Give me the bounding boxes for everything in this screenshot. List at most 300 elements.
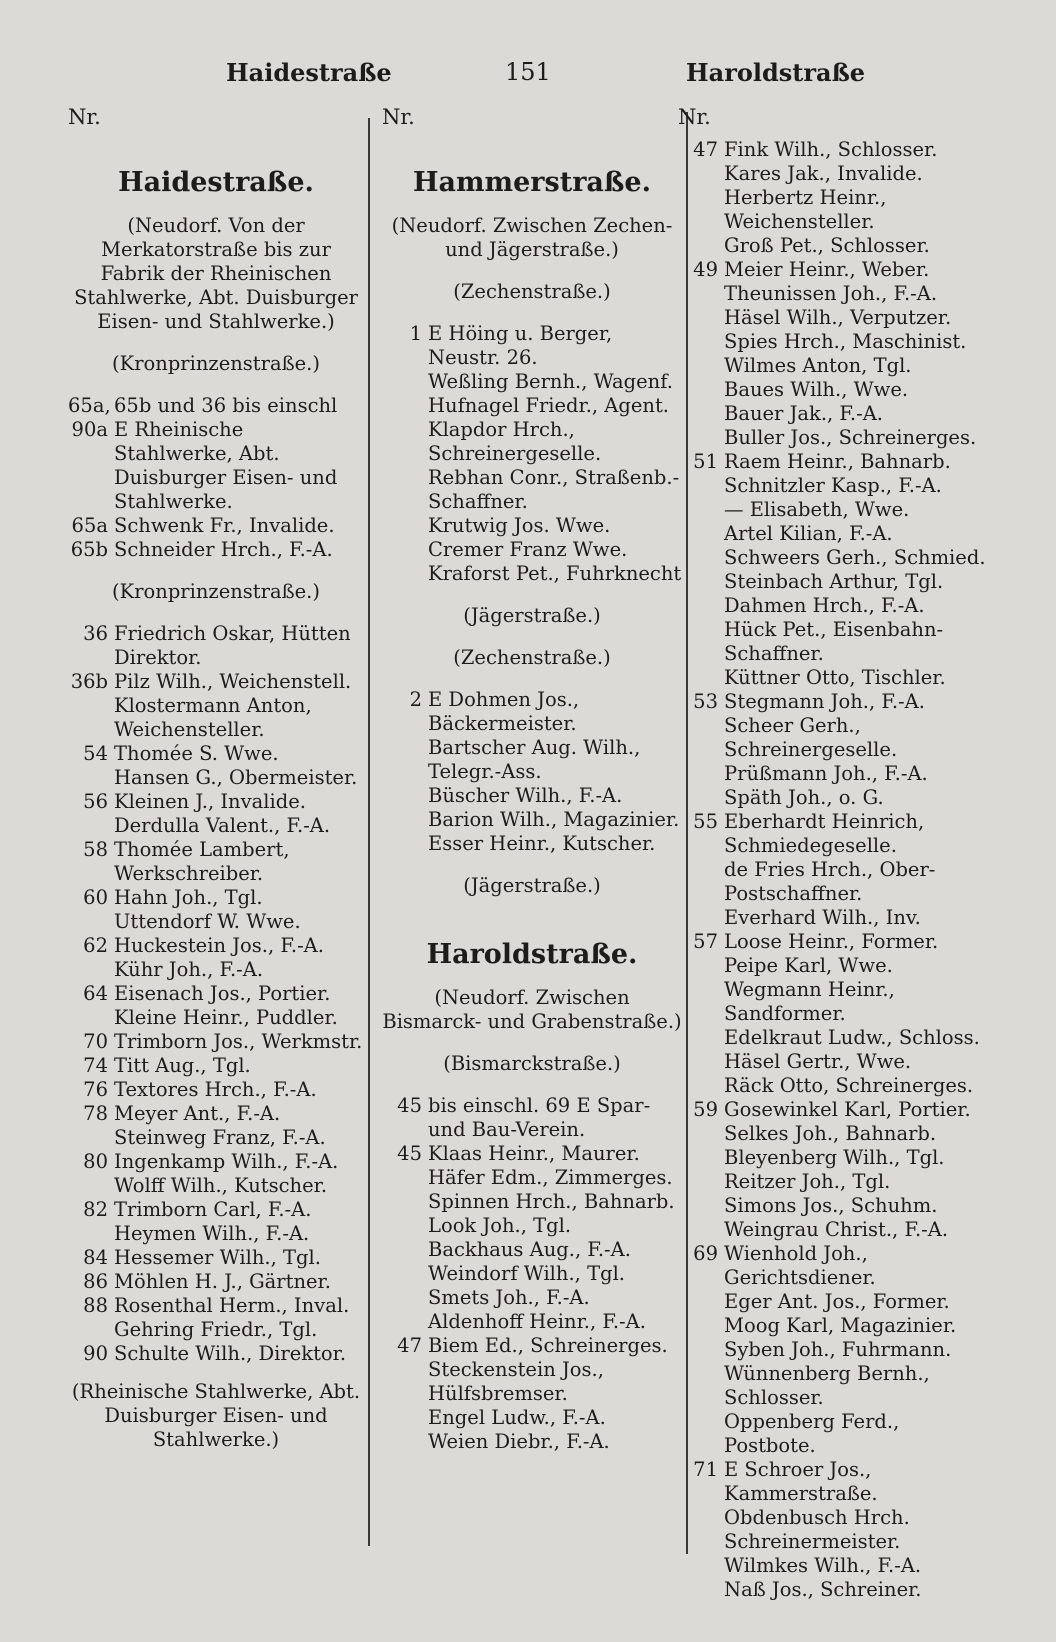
directory-entry (68, 886, 364, 910)
directory-entry (68, 766, 364, 790)
resident-entry: Kraforst Pet., Fuhrknecht (428, 562, 682, 585)
house-number: 1 (409, 322, 422, 345)
directory-entry (68, 1054, 364, 1078)
directory-entry (678, 1458, 988, 1506)
directory-entry (382, 1286, 682, 1310)
directory-entry (678, 1098, 988, 1122)
resident-entry: Thomée S. Wwe. (114, 742, 279, 765)
house-number (678, 354, 724, 378)
directory-entry (68, 1150, 364, 1174)
directory-entry (678, 186, 988, 234)
resident-entry: Uttendorf W. Wwe. (114, 910, 301, 933)
directory-entry (678, 594, 988, 618)
resident-entry: Groß Pet., Schlosser. (724, 234, 930, 257)
house-number: 45 (397, 1142, 422, 1165)
directory-entry (678, 1170, 988, 1194)
resident-entry: Eisenach Jos., Portier. (114, 982, 331, 1005)
street-title-hammerstrasse: Hammerstraße. (412, 167, 652, 198)
house-number: 84 (83, 1246, 108, 1269)
column-divider-1 (368, 118, 370, 1546)
column-1 (68, 104, 364, 1470)
resident-entry: Selkes Joh., Bahnarb. (724, 1122, 937, 1145)
house-number (678, 1170, 724, 1194)
resident-entry: Syben Joh., Fuhrmann. (724, 1338, 952, 1361)
house-number (678, 666, 724, 690)
directory-entry (678, 1362, 988, 1410)
directory-entry (68, 514, 364, 538)
resident-entry: Hansen G., Obermeister. (114, 766, 358, 789)
resident-entry: Peipe Karl, Wwe. (724, 954, 893, 977)
resident-entry: Pilz Wilh., Weichenstell. (114, 670, 352, 693)
directory-entry (678, 1338, 988, 1362)
resident-entry: Simons Jos., Schuhm. (724, 1194, 938, 1217)
directory-entry (678, 498, 988, 522)
directory-entry (68, 694, 364, 742)
house-number (678, 282, 724, 306)
house-number: 54 (83, 742, 108, 765)
house-number (678, 1218, 724, 1242)
resident-entry: Möhlen H. J., Gärtner. (114, 1270, 331, 1293)
entry-list (68, 622, 364, 1366)
house-number (678, 1122, 724, 1146)
house-number (678, 186, 724, 234)
directory-entry (678, 1410, 988, 1458)
resident-entry: Titt Aug., Tgl. (114, 1054, 251, 1077)
resident-entry: Hessemer Wilh., Tgl. (114, 1246, 321, 1269)
resident-entry: Biem Ed., Schreinerges. (428, 1334, 668, 1357)
cross-street: (Rheinische Stahlwerke, Abt. Duisburger Eisen- und Stahlwerke.) (71, 1380, 361, 1451)
directory-entry (68, 1270, 364, 1294)
house-number: 36b (70, 670, 108, 693)
cross-street: (Kronprinzenstraße.) (112, 352, 320, 375)
directory-entry (678, 546, 988, 570)
directory-entry (68, 814, 364, 838)
directory-entry (68, 1318, 364, 1342)
house-number (678, 1578, 724, 1602)
house-number: 59 (693, 1098, 718, 1121)
directory-entry (678, 1146, 988, 1170)
house-number (382, 1358, 428, 1406)
house-number (678, 1554, 724, 1578)
house-number: 53 (693, 690, 718, 713)
resident-entry: Heymen Wilh., F.-A. (114, 1222, 310, 1245)
resident-entry: Fink Wilh., Schlosser. (724, 138, 938, 161)
house-number: 76 (83, 1078, 108, 1101)
directory-entry (678, 1314, 988, 1338)
directory-entry (678, 1506, 988, 1554)
nr-label: Nr. (678, 105, 711, 129)
directory-entry (678, 978, 988, 1026)
directory-entry (68, 790, 364, 814)
directory-entry (382, 1262, 682, 1286)
house-number (382, 514, 428, 538)
directory-entry (678, 714, 988, 762)
directory-entry (678, 954, 988, 978)
house-number: 58 (83, 838, 108, 861)
street-description: (Neudorf. Zwischen Zechen- und Jägerstraße.) (391, 214, 673, 261)
house-number (382, 418, 428, 466)
resident-entry: Schneider Hrch., F.-A. (114, 538, 333, 561)
directory-entry (678, 1074, 988, 1098)
house-number: 65a (71, 514, 108, 537)
directory-entry (678, 906, 988, 930)
resident-entry: E Schroer Jos., Kammerstraße. (724, 1458, 878, 1505)
resident-entry: Hufnagel Friedr., Agent. (428, 394, 670, 417)
directory-entry (678, 1290, 988, 1314)
resident-entry: Spies Hrch., Maschinist. (724, 330, 967, 353)
directory-entry (382, 370, 682, 394)
house-number (382, 1166, 428, 1190)
resident-entry: Obdenbusch Hrch. Schreinermeister. (724, 1506, 910, 1553)
resident-entry: Küttner Otto, Tischler. (724, 666, 946, 689)
resident-entry: Ingenkamp Wilh., F.-A. (114, 1150, 339, 1173)
resident-entry: Thomée Lambert, Werkschreiber. (114, 838, 290, 885)
house-number (678, 762, 724, 786)
house-number (382, 1406, 428, 1430)
resident-entry: Wilmes Anton, Tgl. (724, 354, 912, 377)
resident-entry: Steckenstein Jos., Hülfsbremser. (428, 1358, 604, 1405)
resident-entry: Friedrich Oskar, Hütten Direktor. (114, 622, 351, 669)
house-number (382, 562, 428, 586)
resident-entry: Schnitzler Kasp., F.-A. (724, 474, 942, 497)
directory-entry (382, 538, 682, 562)
resident-entry: Huckestein Jos., F.-A. (114, 934, 324, 957)
resident-entry: Everhard Wilh., Inv. (724, 906, 921, 929)
resident-entry: Buller Jos., Schreinerges. (724, 426, 977, 449)
house-number (678, 1338, 724, 1362)
resident-entry: E Höing u. Berger, Neustr. 26. (428, 322, 613, 369)
resident-entry: Look Joh., Tgl. (428, 1214, 572, 1237)
directory-entry (382, 1358, 682, 1406)
resident-entry: Eger Ant. Jos., Former. (724, 1290, 950, 1313)
resident-entry: Hück Pet., Eisenbahn-Schaffner. (724, 618, 944, 665)
entry-list (382, 1094, 682, 1454)
house-number (382, 538, 428, 562)
house-number (382, 1238, 428, 1262)
resident-entry: Kares Jak., Invalide. (724, 162, 923, 185)
house-number (678, 234, 724, 258)
directory-entry (678, 1050, 988, 1074)
house-number: 2 (409, 688, 422, 711)
house-number (678, 1194, 724, 1218)
house-number (678, 1146, 724, 1170)
directory-entry (382, 1214, 682, 1238)
resident-entry: Theunissen Joh., F.-A. (724, 282, 938, 305)
house-number (382, 1430, 428, 1454)
header-left-street: Haidestraße (226, 58, 392, 87)
house-number: 86 (83, 1270, 108, 1293)
resident-entry: 65b und 36 bis einschl (114, 394, 338, 417)
directory-entry (678, 858, 988, 906)
directory-entry (68, 394, 364, 418)
resident-entry: Moog Karl, Magazinier. (724, 1314, 957, 1337)
directory-entry (678, 330, 988, 354)
cross-street: (Zechenstraße.) (453, 646, 611, 669)
directory-entry (678, 810, 988, 858)
resident-entry: Textores Hrch., F.-A. (114, 1078, 317, 1101)
house-number: 51 (693, 450, 718, 473)
resident-entry: Häfer Edm., Zimmerges. (428, 1166, 673, 1189)
directory-entry (382, 832, 682, 856)
directory-entry (678, 522, 988, 546)
directory-entry (382, 1166, 682, 1190)
directory-entry (678, 234, 988, 258)
entry-list (382, 322, 682, 586)
resident-entry: Kühr Joh., F.-A. (114, 958, 264, 981)
resident-entry: Eberhardt Heinrich, Schmiedegeselle. (724, 810, 925, 857)
resident-entry: Rebhan Conr., Straßenb.-Schaffner. (428, 466, 680, 513)
directory-entry (678, 1554, 988, 1578)
house-number: 45 (397, 1094, 422, 1117)
nr-label: Nr. (382, 105, 415, 129)
directory-entry (68, 418, 364, 514)
resident-entry: Oppenberg Ferd., Postbote. (724, 1410, 900, 1457)
directory-entry (382, 466, 682, 514)
house-number (678, 402, 724, 426)
house-number: 90 (83, 1342, 108, 1365)
house-number: 74 (83, 1054, 108, 1077)
directory-entry (678, 930, 988, 954)
directory-entry (382, 784, 682, 808)
directory-entry (678, 162, 988, 186)
house-number: 88 (83, 1294, 108, 1317)
resident-entry: Weßling Bernh., Wagenf. (428, 370, 673, 393)
resident-entry: Gehring Friedr., Tgl. (114, 1318, 318, 1341)
directory-entry (678, 306, 988, 330)
house-number (678, 618, 724, 666)
house-number: 82 (83, 1198, 108, 1221)
resident-entry: Derdulla Valent., F.-A. (114, 814, 331, 837)
page-number: 151 (505, 58, 551, 86)
house-number (678, 474, 724, 498)
directory-entry (678, 138, 988, 162)
directory-entry (68, 910, 364, 934)
house-number (68, 1222, 114, 1246)
resident-entry: Dahmen Hrch., F.-A. (724, 594, 925, 617)
cross-street: (Jägerstraße.) (463, 874, 601, 897)
directory-entry (68, 838, 364, 886)
directory-entry (382, 1334, 682, 1358)
house-number (678, 570, 724, 594)
column-3 (678, 104, 988, 1602)
resident-entry: Naß Jos., Schreiner. (724, 1578, 922, 1601)
house-number (678, 162, 724, 186)
house-number: 65b (70, 538, 108, 561)
house-number (382, 1214, 428, 1238)
house-number (678, 546, 724, 570)
directory-entry (678, 474, 988, 498)
house-number: 56 (83, 790, 108, 813)
street-title-haroldstrasse: Haroldstraße. (426, 939, 638, 970)
resident-entry: Späth Joh., o. G. (724, 786, 884, 809)
house-number (68, 1318, 114, 1342)
directory-entry (678, 690, 988, 714)
directory-entry (382, 688, 682, 736)
resident-entry: bis einschl. 69 E Spar- und Bau-Verein. (428, 1094, 651, 1141)
house-number: 62 (83, 934, 108, 957)
directory-entry (68, 1246, 364, 1270)
resident-entry: Klaas Heinr., Maurer. (428, 1142, 640, 1165)
resident-entry: Rosenthal Herm., Inval. (114, 1294, 350, 1317)
resident-entry: Meier Heinr., Weber. (724, 258, 930, 281)
resident-entry: — Elisabeth, Wwe. (724, 498, 910, 521)
house-number: 49 (693, 258, 718, 281)
resident-entry: Hahn Joh., Tgl. (114, 886, 263, 909)
house-number (382, 832, 428, 856)
resident-entry: Weingrau Christ., F.-A. (724, 1218, 949, 1241)
house-number (382, 808, 428, 832)
resident-entry: Spinnen Hrch., Bahnarb. (428, 1190, 675, 1213)
resident-entry: Räck Otto, Schreinerges. (724, 1074, 974, 1097)
house-number: 70 (83, 1030, 108, 1053)
house-number (678, 1410, 724, 1458)
resident-entry: Backhaus Aug., F.-A. (428, 1238, 631, 1261)
directory-entry (678, 786, 988, 810)
directory-entry (382, 1310, 682, 1334)
directory-entry (68, 670, 364, 694)
house-number (678, 330, 724, 354)
resident-entry: Bartscher Aug. Wilh., Telegr.-Ass. (428, 736, 641, 783)
house-number (382, 1262, 428, 1286)
resident-entry: Weien Diebr., F.-A. (428, 1430, 610, 1453)
resident-entry: Klapdor Hrch., Schreinergeselle. (428, 418, 602, 465)
resident-entry: Stegmann Joh., F.-A. (724, 690, 925, 713)
house-number (678, 1074, 724, 1098)
directory-entry (382, 736, 682, 784)
directory-entry (678, 378, 988, 402)
directory-entry (678, 1578, 988, 1602)
house-number: 65a, (68, 394, 111, 417)
resident-entry: Trimborn Jos., Werkmstr. (114, 1030, 363, 1053)
house-number: 64 (83, 982, 108, 1005)
resident-entry: Prüßmann Joh., F.-A. (724, 762, 928, 785)
directory-entry (678, 282, 988, 306)
resident-entry: Wolff Wilh., Kutscher. (114, 1174, 328, 1197)
resident-entry: Schulte Wilh., Direktor. (114, 1342, 347, 1365)
house-number (382, 394, 428, 418)
directory-entry (678, 1218, 988, 1242)
resident-entry: Baues Wilh., Wwe. (724, 378, 909, 401)
directory-entry (678, 450, 988, 474)
resident-entry: Klostermann Anton, Weichensteller. (114, 694, 312, 741)
street-description: (Neudorf. Von der Merkatorstraße bis zur Fabrik der Rheinischen Stahlwerke, Abt. Duisburger Eisen- und Stahlwerke.) (74, 214, 358, 333)
resident-entry: Scheer Gerh., Schreinergeselle. (724, 714, 898, 761)
house-number (382, 370, 428, 394)
house-number (678, 1290, 724, 1314)
resident-entry: Häsel Gertr., Wwe. (724, 1050, 912, 1073)
directory-entry (68, 1174, 364, 1198)
house-number (678, 978, 724, 1026)
resident-entry: Kleinen J., Invalide. (114, 790, 306, 813)
resident-entry: Herbertz Heinr., Weichensteller. (724, 186, 887, 233)
resident-entry: Krutwig Jos. Wwe. (428, 514, 611, 537)
house-number (382, 1190, 428, 1214)
directory-entry (382, 808, 682, 832)
directory-entry (382, 394, 682, 418)
resident-entry: Reitzer Joh., Tgl. (724, 1170, 891, 1193)
resident-entry: Steinbach Arthur, Tgl. (724, 570, 944, 593)
entry-list (382, 688, 682, 856)
directory-entry (678, 1026, 988, 1050)
directory-entry (678, 570, 988, 594)
directory-entry (382, 562, 682, 586)
directory-entry (382, 1238, 682, 1262)
directory-entry (68, 1078, 364, 1102)
house-number (678, 1362, 724, 1410)
cross-street: (Kronprinzenstraße.) (112, 580, 320, 603)
resident-entry: Steinweg Franz, F.-A. (114, 1126, 326, 1149)
cross-street: (Bismarckstraße.) (443, 1052, 621, 1075)
directory-entry (678, 426, 988, 450)
directory-entry (68, 1006, 364, 1030)
house-number: 78 (83, 1102, 108, 1125)
directory-entry (68, 622, 364, 670)
house-number: 69 (693, 1242, 718, 1265)
resident-entry: Raem Heinr., Bahnarb. (724, 450, 951, 473)
resident-entry: Wünnenberg Bernh., Schlosser. (724, 1362, 930, 1409)
house-number (678, 954, 724, 978)
directory-entry (382, 1190, 682, 1214)
house-number (678, 1506, 724, 1554)
house-number (678, 426, 724, 450)
directory-entry (382, 322, 682, 370)
house-number (382, 1286, 428, 1310)
directory-entry (68, 934, 364, 958)
directory-entry (678, 1122, 988, 1146)
directory-entry (678, 1194, 988, 1218)
house-number (678, 306, 724, 330)
street-description: (Neudorf. Zwischen Bismarck- und Grabenstraße.) (382, 986, 682, 1033)
directory-entry (678, 1242, 988, 1290)
resident-entry: Smets Joh., F.-A. (428, 1286, 590, 1309)
resident-entry: E Dohmen Jos., Bäckermeister. (428, 688, 580, 735)
house-number (382, 1310, 428, 1334)
resident-entry: Wienhold Joh., Gerichtsdiener. (724, 1242, 876, 1289)
directory-entry (68, 982, 364, 1006)
house-number: 60 (83, 886, 108, 909)
resident-entry: Engel Ludw., F.-A. (428, 1406, 606, 1429)
directory-entry (678, 354, 988, 378)
page-header (0, 58, 1056, 98)
house-number (68, 766, 114, 790)
resident-entry: Barion Wilh., Magazinier. (428, 808, 680, 831)
resident-entry: Kleine Heinr., Puddler. (114, 1006, 338, 1029)
directory-entry (68, 1198, 364, 1222)
resident-entry: Wegmann Heinr., Sandformer. (724, 978, 895, 1025)
column-2 (382, 104, 682, 1454)
house-number (68, 958, 114, 982)
resident-entry: Edelkraut Ludw., Schloss. (724, 1026, 980, 1049)
house-number: 80 (83, 1150, 108, 1173)
resident-entry: E Rheinische Stahlwerke, Abt. Duisburger Eisen- und Stahlwerke. (114, 418, 338, 513)
resident-entry: Häsel Wilh., Verputzer. (724, 306, 952, 329)
directory-entry (68, 1342, 364, 1366)
house-number: 71 (693, 1458, 718, 1481)
resident-entry: Weindorf Wilh., Tgl. (428, 1262, 625, 1285)
directory-entry (678, 762, 988, 786)
directory-entry (68, 1126, 364, 1150)
directory-entry (382, 1142, 682, 1166)
house-number (678, 714, 724, 762)
directory-entry (382, 1430, 682, 1454)
resident-entry: Cremer Franz Wwe. (428, 538, 628, 561)
cross-street: (Jägerstraße.) (463, 604, 601, 627)
house-number (68, 910, 114, 934)
directory-entry (382, 1094, 682, 1142)
directory-entry (68, 1030, 364, 1054)
house-number (68, 694, 114, 742)
directory-entry (382, 1406, 682, 1430)
